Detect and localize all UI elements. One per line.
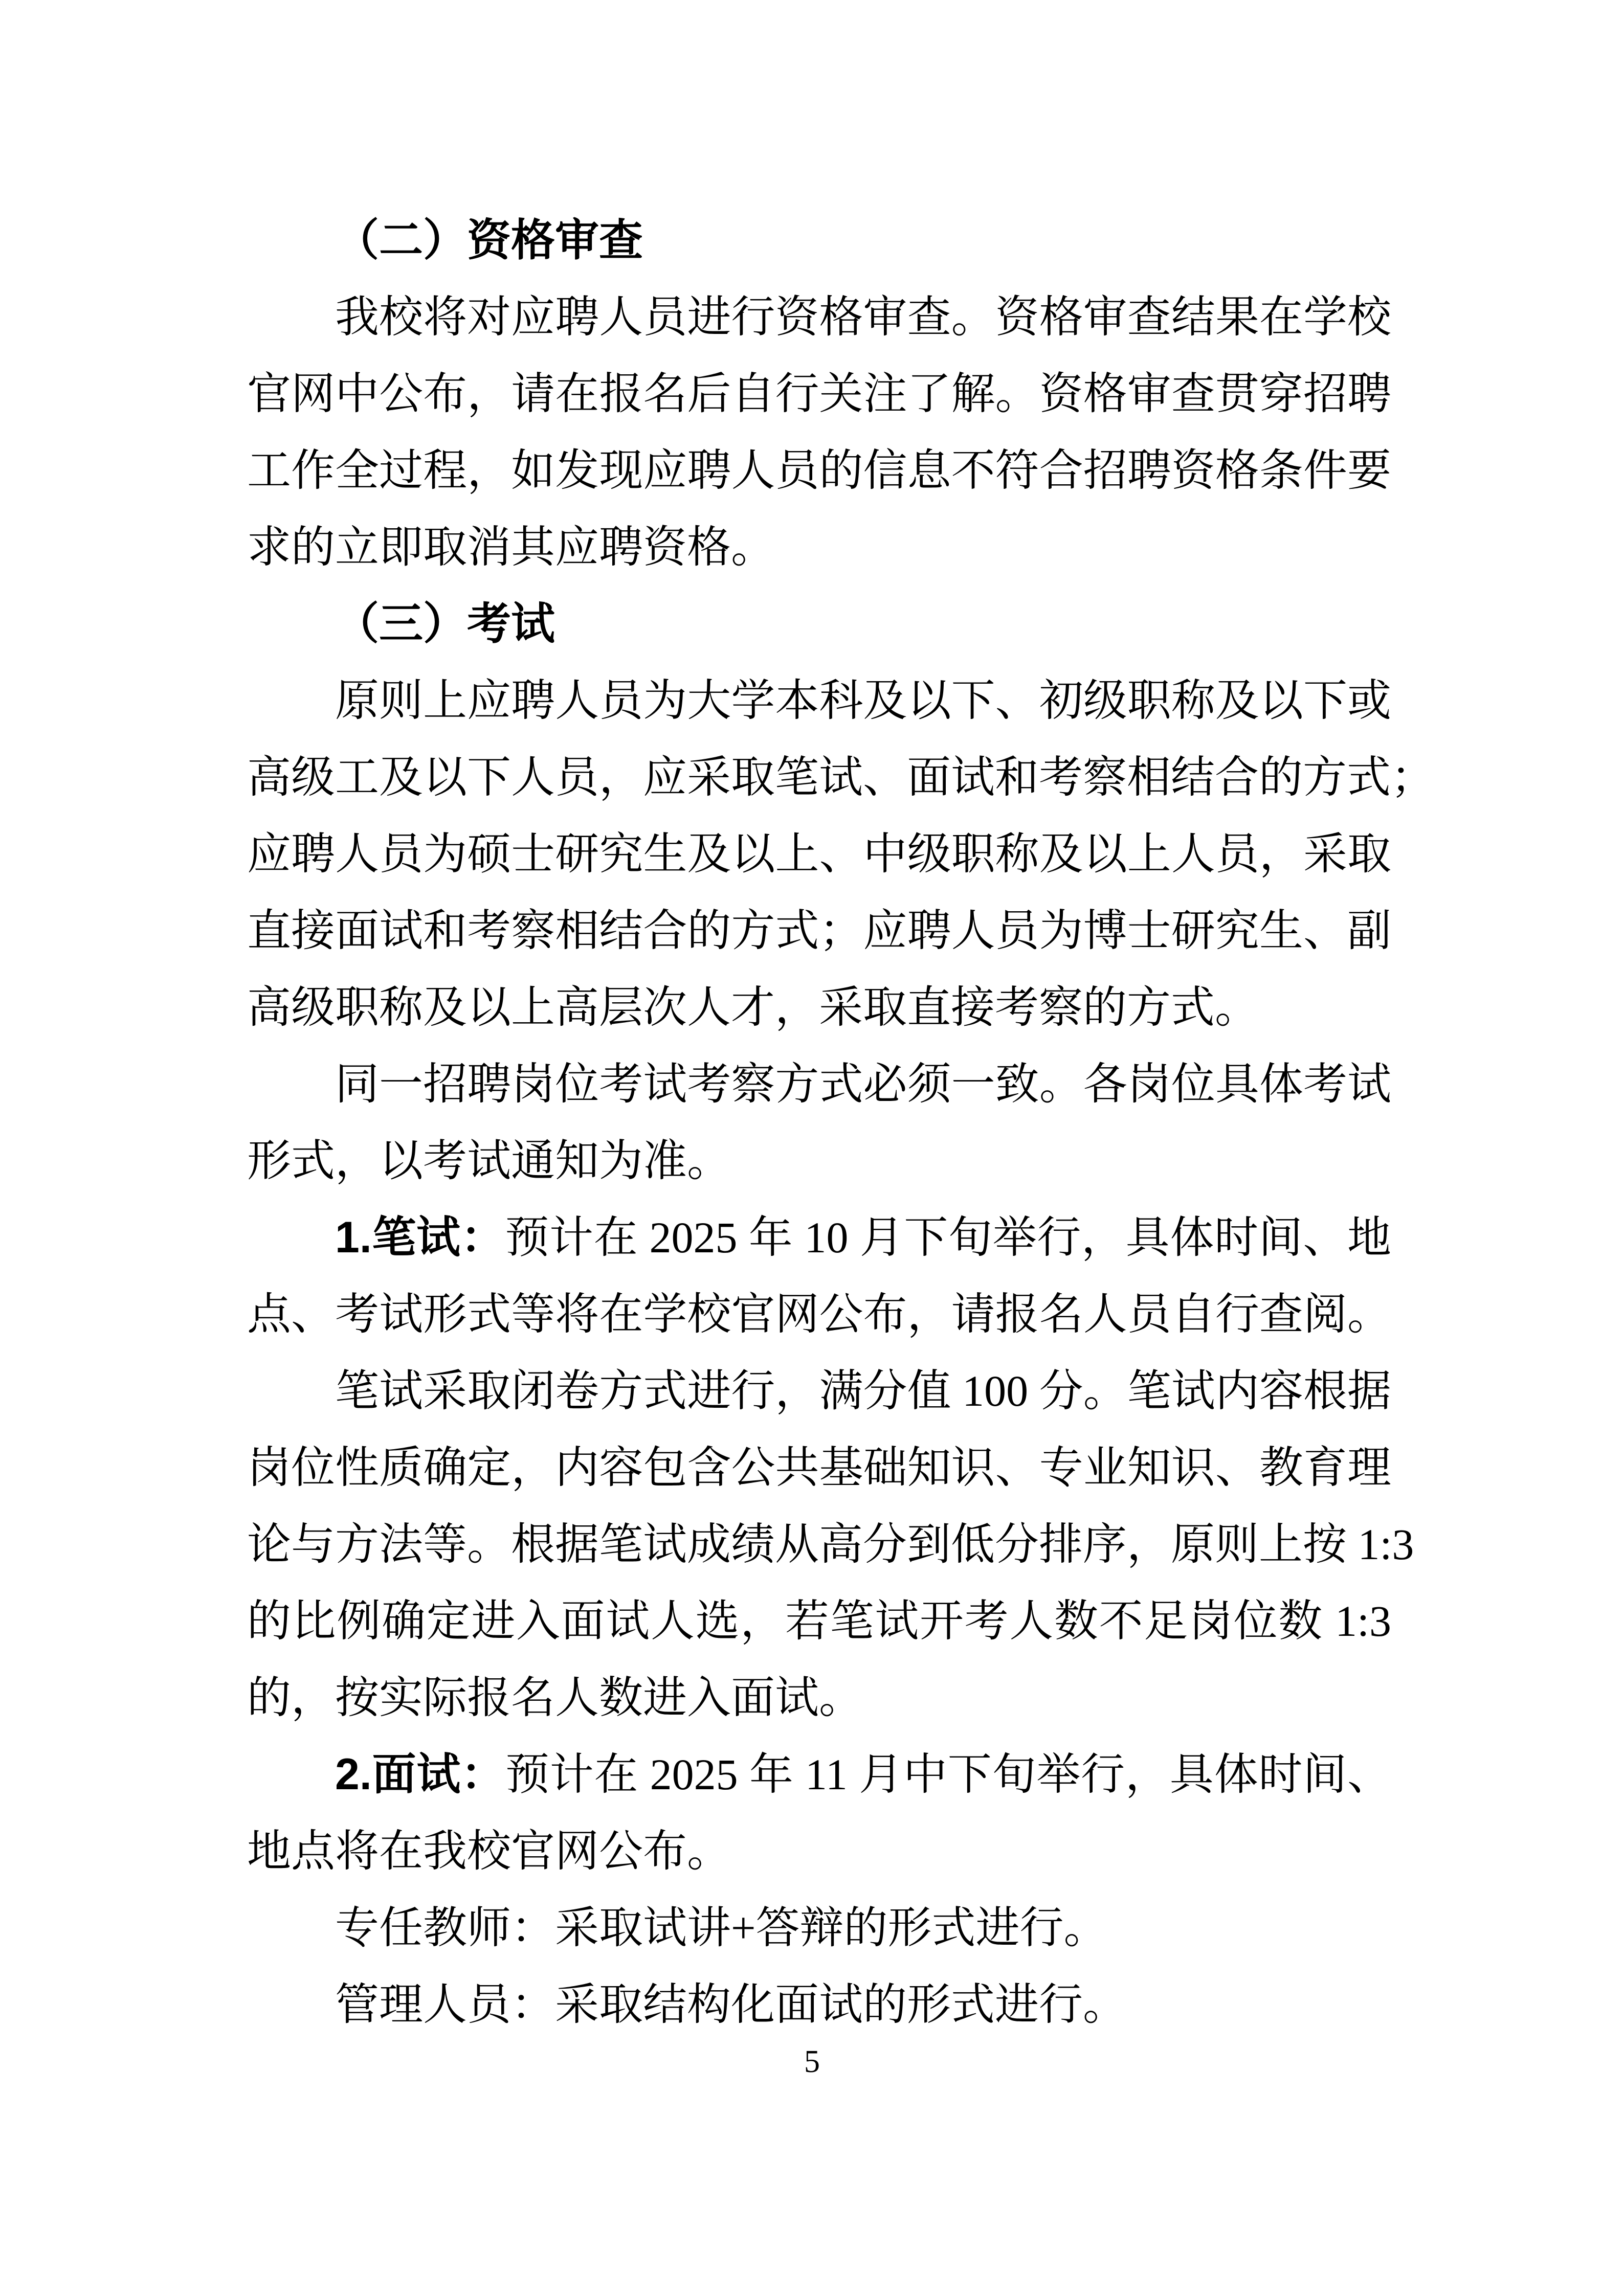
text-line: 形式，以考试通知为准。: [247, 1136, 731, 1185]
text-line-content: 预计在 2025 年 11 月中下旬举行，具体时间、: [505, 1750, 1391, 1799]
text-line: 原则上应聘人员为大学本科及以下、初级职称及以下或: [335, 676, 1391, 725]
text-line-interview: [247, 1736, 1391, 1813]
text-line: 的，按实际报名人数进入面试。: [247, 1673, 863, 1722]
text-line: 直接面试和考察相结合的方式；应聘人员为博士研究生、副: [247, 906, 1391, 955]
text-line: 点、考试形式等将在学校官网公布，请报名人员自行查阅。: [247, 1290, 1391, 1339]
text-line-written-test: [247, 1199, 1391, 1276]
list-label-written-test: 1.笔试：: [335, 1213, 505, 1262]
text-line: 工作全过程，如发现应聘人员的信息不符合招聘资格条件要: [247, 446, 1391, 495]
text-line: 同一招聘岗位考试考察方式必须一致。各岗位具体考试: [335, 1060, 1391, 1109]
text-line: 高级工及以下人员，应采取笔试、面试和考察相结合的方式；: [247, 753, 1435, 802]
text-line: 地点将在我校官网公布。: [247, 1827, 731, 1876]
text-line: 官网中公布，请在报名后自行关注了解。资格审查贯穿招聘: [247, 369, 1391, 418]
document-body: [247, 202, 1435, 2043]
text-line-content: 预计在 2025 年 10 月下旬举行，具体时间、地: [505, 1213, 1392, 1262]
page-number: 5: [804, 2044, 820, 2079]
text-line: 笔试采取闭卷方式进行，满分值 100 分。笔试内容根据: [335, 1366, 1391, 1415]
section-heading-examination: （三）考试: [335, 599, 555, 648]
text-line: 求的立即取消其应聘资格。: [247, 523, 775, 572]
text-line: 应聘人员为硕士研究生及以上、中级职称及以上人员，采取: [247, 829, 1391, 879]
text-line: 专任教师：采取试讲+答辩的形式进行。: [335, 1903, 1108, 1952]
page-footer: [0, 2031, 1624, 2092]
text-line: 岗位性质确定，内容包含公共基础知识、专业知识、教育理: [247, 1443, 1391, 1492]
text-line: 我校将对应聘人员进行资格审查。资格审查结果在学校: [335, 292, 1391, 342]
text-line: 的比例确定进入面试人选，若笔试开考人数不足岗位数 1:3: [247, 1596, 1391, 1646]
text-line: 高级职称及以上高层次人才，采取直接考察的方式。: [247, 983, 1259, 1032]
text-line: 管理人员：采取结构化面试的形式进行。: [335, 1980, 1127, 2029]
list-label-interview: 2.面试：: [335, 1750, 505, 1799]
text-line: 论与方法等。根据笔试成绩从高分到低分排序，原则上按 1:3: [247, 1520, 1414, 1569]
section-heading-qualification-review: （二）资格审查: [335, 216, 643, 265]
